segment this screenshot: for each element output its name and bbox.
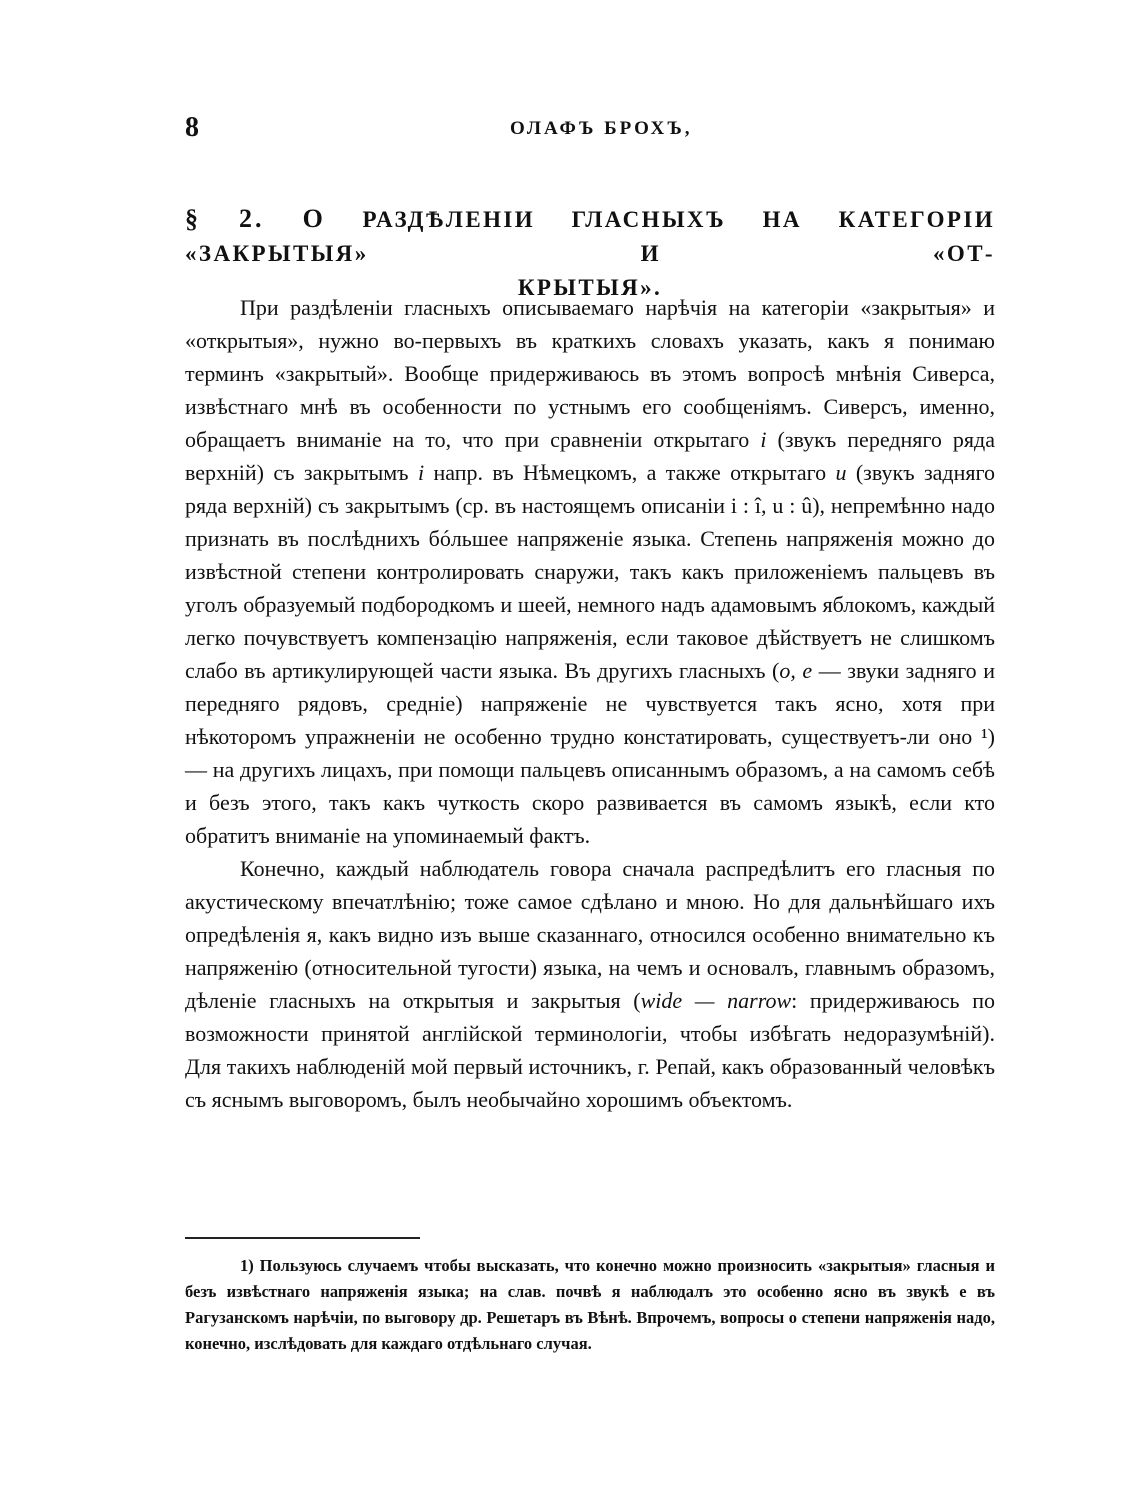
body-text <box>185 291 995 1116</box>
p1-italic-i: i <box>760 427 767 452</box>
p1-italic-u: u <box>835 460 847 485</box>
p2-text-a: Конечно, каждый наблюдатель говора сначала распредѣлитъ его гласныя по акустическому впечатлѣнію; тоже самое сдѣлано и мною. Но для дальнѣйшаго ихъ опредѣленія я, какъ видно изъ выше сказаннаго, относился особенно внимательно къ напряженію (относительной тугости) языка, на чемъ и основалъ, главнымъ образомъ, дѣленіе гласныхъ на открытыя и закрытыя ( <box>185 856 995 1013</box>
p1-text-e: — звуки задняго и передняго рядовъ, средніе) напряженіе не чувствуется такъ ясно, хотя при нѣкоторомъ упражненіи не особенно трудно констатировать, существуетъ-ли оно ¹) — на другихъ лицахъ, при помощи пальцевъ описаннымъ образомъ, а на самомъ себѣ и безъ этого, такъ какъ чуткость скоро развивается въ самомъ языкѣ, если кто обратитъ вниманіе на упоминаемый фактъ. <box>185 658 996 848</box>
p1-italic-i-closed: i <box>417 460 425 485</box>
section-title-line-1: РАЗДѢЛЕНІИ ГЛАСНЫХЪ НА КАТЕГОРІИ «ЗАКРЫТЫЯ» И «ОТ- <box>185 207 996 266</box>
p1-text-d: (звукъ задняго ряда верхній) съ закрытымъ (ср. въ настоящемъ описаніи i : î, u : û), непремѣнно надо признать въ послѣднихъ бóльшее напряженіе языка. Степень напряженія можно до извѣстной степени контролировать снаружи, такъ какъ приложеніемъ пальцевъ въ уголъ образуемый подбородкомъ и шеей, немного надъ адамовымъ яблокомъ, каждый легко почувствуетъ компензацію напряженія, если таковое дѣйствуетъ не слишкомъ слабо въ артикулирующей части языка. Въ другихъ гласныхъ ( <box>185 460 995 683</box>
section-mark: § 2. О <box>185 204 326 233</box>
footnote: 1) Пользуюсь случаемъ чтобы высказать, что конечно можно произносить «закрытыя» гласныя и безъ извѣстнаго напряженія языка; на слав. почвѣ я наблюдалъ это особенно ясно въ звукѣ e въ Рагузанскомъ нарѣчіи, по выговору др. Решетаръ въ Вѣнѣ. Впрочемъ, вопросы о степени напряженія надо, конечно, изслѣдовать для каждаго отдѣльнаго случая. <box>185 1256 995 1353</box>
page-number: 8 <box>185 112 199 143</box>
paragraph-2 <box>185 852 995 1116</box>
p1-text-c: напр. въ Нѣмецкомъ, а также открытаго <box>424 460 836 485</box>
p2-text-b: : придерживаюсь по возможности принятой англійской терминологіи, чтобы избѣгать недоразумѣній). Для такихъ наблюденій мой первый источникъ, г. Репай, какъ образованный человѣкъ съ яснымъ выговоромъ, былъ необычайно хорошимъ объектомъ. <box>185 988 995 1112</box>
section-heading-line-1 <box>185 202 995 271</box>
running-title: ОЛАФЪ БРОХЪ, <box>510 118 693 139</box>
section-heading <box>185 202 995 305</box>
p1-italic-oe: o, e <box>779 658 813 683</box>
paragraph-1 <box>185 291 995 852</box>
p1-text-b: (звукъ передняго ряда верхній) съ закрытымъ <box>185 427 995 485</box>
footnote-rule <box>185 1237 420 1239</box>
section-title-line-2: КРЫТЫЯ». <box>517 275 663 300</box>
p2-italic-wide-narrow: wide — narrow <box>640 988 792 1013</box>
p1-text-a: При раздѣленіи гласныхъ описываемаго нарѣчія на категоріи «закрытыя» и «открытыя», нужно во-первыхъ въ краткихъ словахъ указать, какъ я понимаю терминъ «закрытый». Вообще придерживаюсь въ этомъ вопросѣ мнѣнія Сиверса, извѣстнаго мнѣ въ особенности по устнымъ его сообщеніямъ. Сиверсъ, именно, обращаетъ вниманіе на то, что при сравненіи открытаго <box>185 295 995 452</box>
